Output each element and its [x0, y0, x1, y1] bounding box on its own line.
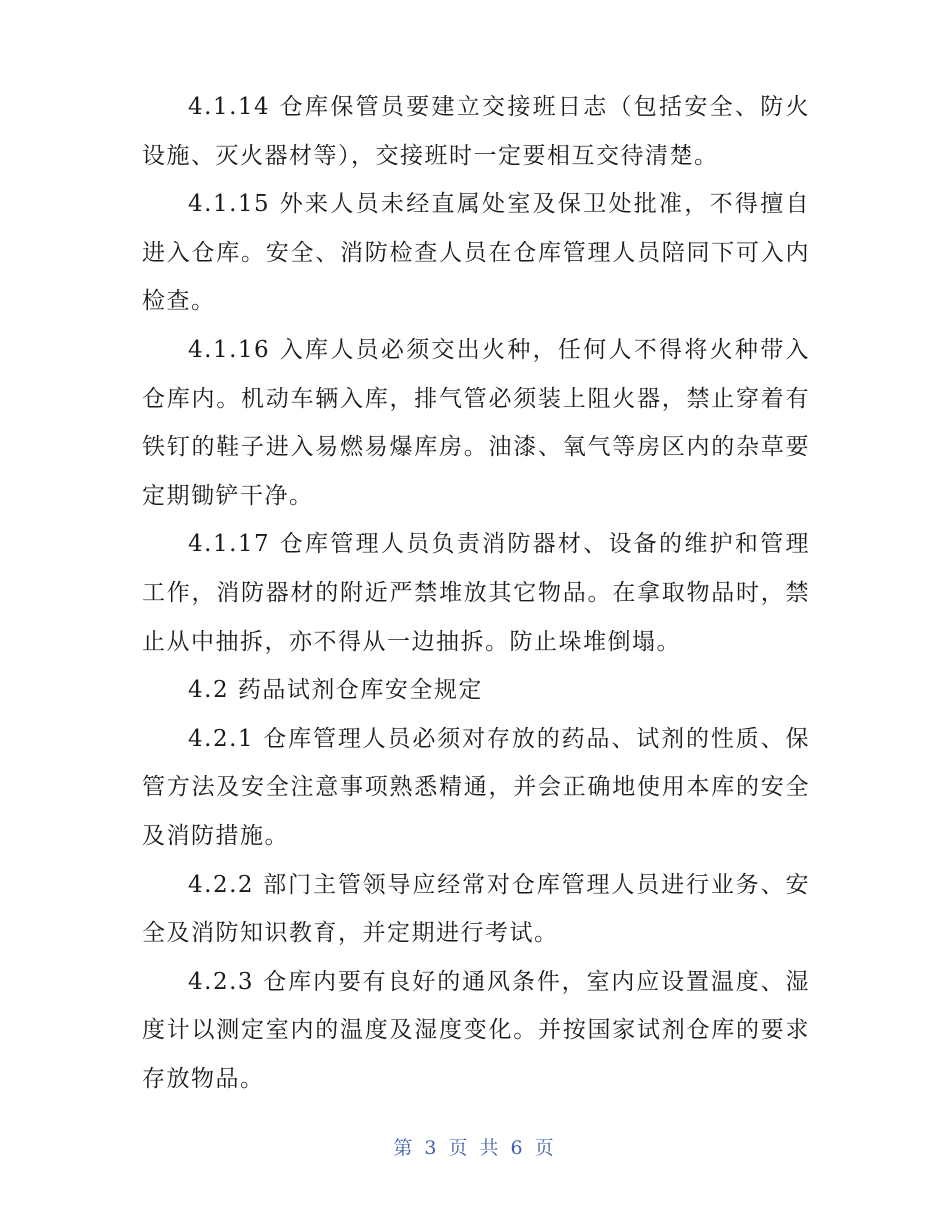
paragraph-4-1-16: 4.1.16 入库人员必须交出火种，任何人不得将火种带入仓库内。机动车辆入库，排气管必须装上阻火器，禁止穿着有铁钉的鞋子进入易燃易爆库房。油漆、氧气等房区内的杂草要定期锄铲干净。 [142, 336, 810, 509]
section-heading-4-2: 4.2 药品试剂仓库安全规定 [188, 677, 483, 704]
paragraph-4-1-15: 4.1.15 外来人员未经直属处室及保卫处批准，不得擅自进入仓库。安全、消防检查人员在仓库管理人员陪同下可入内检查。 [142, 191, 810, 315]
document-body [142, 83, 810, 1103]
paragraph-4-1-14: 4.1.14 仓库保管员要建立交接班日志（包括安全、防火设施、灭火器材等），交接班时一定要相互交待清楚。 [142, 94, 810, 169]
page-footer [0, 1133, 950, 1160]
paragraph-4-2-2: 4.2.2 部门主管领导应经常对仓库管理人员进行业务、安全及消防知识教育，并定期进行考试。 [142, 871, 810, 947]
page-number-label: 第 3 页 共 6 页 [393, 1137, 557, 1159]
paragraph-4-2-3: 4.2.3 仓库内要有良好的通风条件，室内应设置温度、湿度计以测定室内的温度及湿度变化。并按国家试剂仓库的要求存放物品。 [142, 968, 810, 1092]
paragraph-4-1-17: 4.1.17 仓库管理人员负责消防器材、设备的维护和管理工作，消防器材的附近严禁堆放其它物品。在拿取物品时，禁止从中抽拆，亦不得从一边抽拆。防止垛堆倒塌。 [142, 531, 810, 655]
paragraph-4-2-1: 4.2.1 仓库管理人员必须对存放的药品、试剂的性质、保管方法及安全注意事项熟悉精通，并会正确地使用本库的安全及消防措施。 [142, 725, 810, 849]
